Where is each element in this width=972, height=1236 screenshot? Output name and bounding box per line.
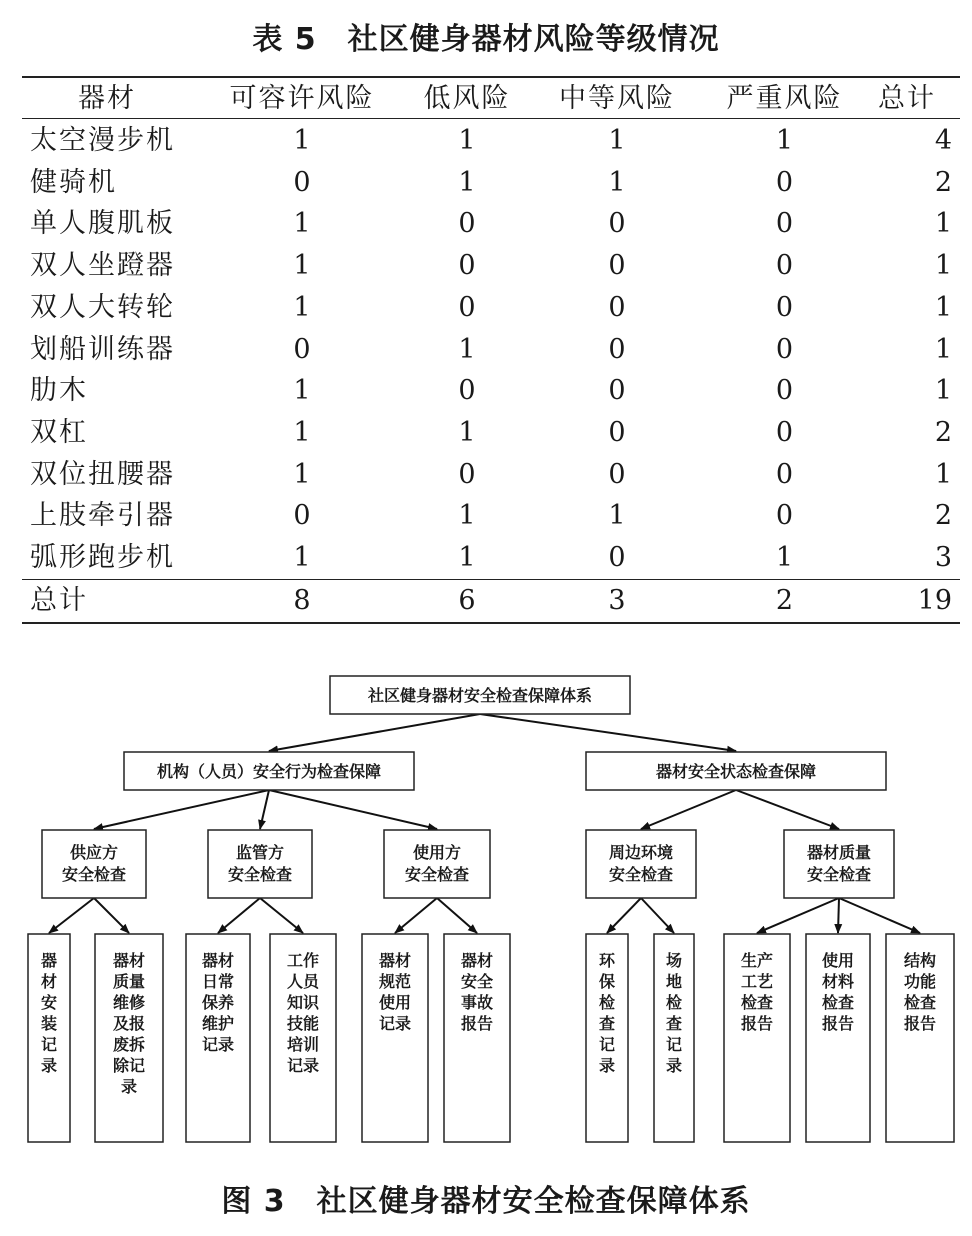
table-row	[22, 537, 960, 579]
branch-node-label: 机构（人员）安全行为检查保障	[156, 762, 382, 781]
leaf-node-label: 维修	[112, 993, 146, 1012]
group-node	[208, 830, 312, 898]
total-cell: 19	[917, 585, 952, 616]
leaf-node-label: 除记	[112, 1056, 146, 1075]
risk-count-cell: 4	[934, 125, 952, 156]
risk-count-cell: 0	[608, 416, 626, 448]
leaf-node-label: 查	[665, 1014, 683, 1033]
leaf-node-label: 器材	[201, 951, 235, 970]
leaf-node-label: 技能	[286, 1014, 320, 1033]
group-node	[384, 830, 490, 898]
leaf-node-label: 人员	[286, 972, 320, 991]
equipment-name-cell: 弧形跑步机	[30, 542, 175, 573]
group-node	[784, 830, 894, 898]
risk-count-cell: 0	[293, 166, 311, 198]
table-row	[22, 287, 960, 329]
leaf-node-label: 维护	[201, 1014, 235, 1033]
leaf-node-label: 录	[665, 1056, 683, 1075]
connector-arrow	[839, 898, 920, 933]
leaf-node-label: 场	[665, 951, 683, 970]
leaf-node-label: 安全	[460, 972, 494, 991]
group-node-label: 使用方	[412, 843, 462, 862]
leaf-node-label: 废拆	[112, 1035, 146, 1054]
table-row	[22, 370, 960, 412]
leaf-node-label: 环	[598, 951, 616, 970]
connector-arrow	[218, 898, 260, 933]
connector-arrow	[437, 898, 477, 933]
risk-count-cell: 1	[293, 542, 311, 573]
connector-arrow	[94, 898, 129, 933]
root-node-label: 社区健身器材安全检查保障体系	[367, 686, 593, 705]
safety-check-system-diagram	[0, 660, 972, 1160]
group-node-label: 监管方	[235, 843, 285, 862]
total-cell: 2	[775, 585, 794, 616]
risk-count-cell: 1	[934, 291, 952, 323]
equipment-name-cell: 健骑机	[30, 166, 117, 198]
leaf-node-label: 录	[598, 1056, 616, 1075]
leaf-node-label: 材料	[821, 972, 855, 991]
total-cell: 3	[608, 585, 626, 616]
leaf-node-label: 检查	[903, 993, 937, 1012]
leaf-node-label: 日常	[201, 972, 235, 991]
table-bottom-rule	[22, 622, 960, 624]
risk-count-cell: 0	[608, 542, 626, 573]
risk-count-cell: 0	[608, 458, 626, 490]
risk-count-cell: 1	[458, 125, 476, 156]
risk-count-cell: 1	[934, 333, 952, 365]
leaf-node-label: 事故	[460, 993, 494, 1012]
group-node-label: 供应方	[69, 843, 119, 862]
risk-count-cell: 0	[293, 333, 311, 365]
leaf-node-label: 记录	[201, 1035, 235, 1054]
leaf-node-label: 器材	[112, 951, 146, 970]
risk-count-cell: 1	[458, 333, 476, 365]
table-row	[22, 162, 960, 204]
leaf-node-label: 记	[665, 1035, 683, 1054]
leaf-node-label: 检查	[821, 993, 855, 1012]
risk-count-cell: 0	[608, 250, 626, 282]
group-node-label: 安全检查	[806, 865, 872, 884]
connector-arrow	[607, 898, 641, 933]
risk-count-cell: 0	[608, 375, 626, 407]
leaf-node-label: 及报	[112, 1014, 146, 1033]
leaf-node-label: 使用	[821, 951, 855, 970]
leaf-node-label: 记	[40, 1035, 58, 1054]
table-row	[22, 203, 960, 245]
risk-count-cell: 0	[458, 458, 476, 490]
risk-count-cell: 1	[293, 458, 311, 490]
risk-count-cell: 2	[934, 416, 952, 448]
leaf-node-label: 检查	[740, 993, 774, 1012]
leaf-node-label: 录	[40, 1056, 58, 1075]
leaf-node-label: 记录	[378, 1014, 412, 1033]
risk-count-cell: 0	[775, 333, 794, 365]
leaf-node-label: 材	[40, 972, 58, 991]
table-row	[22, 329, 960, 371]
risk-count-cell: 0	[775, 208, 794, 240]
leaf-node-label: 知识	[286, 993, 320, 1012]
risk-count-cell: 0	[775, 416, 794, 448]
risk-count-cell: 0	[775, 291, 794, 323]
group-node-label: 安全检查	[404, 865, 470, 884]
header-equipment: 器材	[78, 83, 136, 114]
group-node-label: 安全检查	[608, 865, 674, 884]
leaf-node-label: 报告	[903, 1014, 937, 1033]
group-node	[586, 830, 696, 898]
risk-count-cell: 2	[934, 500, 952, 532]
risk-count-cell: 1	[458, 166, 476, 198]
leaf-node-label: 器材	[460, 951, 494, 970]
group-node-label: 器材质量	[806, 843, 872, 862]
equipment-name-cell: 单人腹肌板	[30, 208, 175, 240]
connector-arrow	[838, 898, 839, 933]
equipment-name-cell: 双人坐蹬器	[30, 250, 175, 282]
risk-count-cell: 0	[608, 208, 626, 240]
leaf-node-label: 结构	[903, 951, 937, 970]
connector-arrow	[49, 898, 94, 933]
table-row	[22, 412, 960, 454]
leaf-node-label: 培训	[286, 1035, 320, 1054]
equipment-name-cell: 双位扭腰器	[30, 458, 175, 490]
group-node-label: 安全检查	[227, 865, 293, 884]
equipment-name-cell: 上肢牵引器	[30, 500, 175, 532]
header-low-risk: 低风险	[423, 83, 511, 114]
risk-count-cell: 0	[458, 375, 476, 407]
leaf-node-label: 查	[598, 1014, 616, 1033]
risk-count-cell: 3	[934, 542, 952, 573]
risk-count-cell: 1	[458, 542, 476, 573]
equipment-name-cell: 太空漫步机	[30, 125, 175, 156]
risk-count-cell: 1	[775, 542, 794, 573]
leaf-node-label: 工作	[286, 951, 320, 970]
risk-count-cell: 1	[293, 416, 311, 448]
connector-arrow	[736, 790, 839, 829]
risk-count-cell: 1	[608, 500, 626, 532]
risk-count-cell: 1	[608, 125, 626, 156]
risk-count-cell: 1	[934, 458, 952, 490]
header-total: 总计	[878, 83, 936, 114]
risk-count-cell: 1	[293, 250, 311, 282]
leaf-node-label: 记录	[286, 1056, 320, 1075]
equipment-name-cell: 双杠	[30, 416, 88, 448]
risk-count-cell: 1	[293, 375, 311, 407]
risk-count-cell: 1	[934, 375, 952, 407]
risk-count-cell: 0	[608, 333, 626, 365]
leaf-node-label: 保	[598, 972, 616, 991]
connector-arrow	[269, 790, 437, 829]
leaf-node-label: 功能	[903, 972, 937, 991]
table-row	[22, 120, 960, 162]
group-node	[42, 830, 146, 898]
risk-count-cell: 0	[293, 500, 311, 532]
table-row	[22, 495, 960, 537]
leaf-node-label: 生产	[740, 951, 774, 970]
branch-node-label: 器材安全状态检查保障	[655, 762, 817, 781]
leaf-node-label: 规范	[378, 972, 412, 991]
group-node-label: 周边环境	[608, 843, 674, 862]
connector-arrow	[395, 898, 437, 933]
table-title: 表 5 社区健身器材风险等级情况	[252, 22, 720, 57]
connector-arrow	[269, 714, 480, 751]
risk-count-cell: 0	[608, 291, 626, 323]
equipment-name-cell: 双人大转轮	[30, 291, 175, 323]
leaf-node-label: 器	[40, 951, 58, 970]
table-total-row	[22, 580, 960, 622]
group-node-label: 安全检查	[61, 865, 127, 884]
risk-count-cell: 1	[293, 125, 311, 156]
risk-count-cell: 0	[458, 208, 476, 240]
leaf-node-label: 装	[40, 1014, 58, 1033]
leaf-node-label: 检	[598, 993, 616, 1012]
leaf-node-label: 保养	[201, 993, 235, 1012]
leaf-node-label: 质量	[112, 972, 146, 991]
total-cell: 6	[458, 585, 476, 616]
risk-count-cell: 1	[458, 416, 476, 448]
leaf-node-label: 报告	[821, 1014, 855, 1033]
equipment-name-cell: 肋木	[30, 375, 88, 407]
connector-arrow	[94, 790, 269, 829]
risk-count-cell: 0	[458, 291, 476, 323]
connector-arrow	[757, 898, 839, 933]
header-serious-risk: 严重风险	[726, 83, 843, 114]
risk-count-cell: 2	[934, 166, 952, 198]
connector-arrow	[641, 898, 674, 933]
leaf-node-label: 安	[40, 993, 58, 1012]
header-tolerable-risk: 可容许风险	[229, 83, 375, 114]
risk-count-cell: 0	[775, 375, 794, 407]
risk-count-cell: 0	[458, 250, 476, 282]
risk-count-cell: 0	[775, 458, 794, 490]
leaf-node-label: 地	[665, 972, 683, 991]
header-medium-risk: 中等风险	[559, 83, 675, 114]
risk-count-cell: 0	[775, 166, 794, 198]
connector-arrow	[260, 898, 303, 933]
leaf-node-label: 使用	[378, 993, 412, 1012]
risk-count-cell: 1	[293, 208, 311, 240]
connector-arrow	[260, 790, 269, 829]
risk-count-cell: 1	[934, 208, 952, 240]
risk-count-cell: 1	[458, 500, 476, 532]
risk-count-cell: 0	[775, 250, 794, 282]
leaf-node-label: 工艺	[740, 972, 774, 991]
leaf-node-label: 报告	[460, 1014, 494, 1033]
connector-arrow	[480, 714, 736, 751]
leaf-node-label: 检	[665, 993, 683, 1012]
table-row	[22, 245, 960, 287]
table-row	[22, 454, 960, 496]
leaf-node-label: 报告	[740, 1014, 774, 1033]
total-cell: 8	[293, 585, 311, 616]
equipment-name-cell: 划船训练器	[30, 333, 175, 365]
risk-count-cell: 1	[934, 250, 952, 282]
risk-count-cell: 0	[775, 500, 794, 532]
table-header-row	[22, 78, 960, 120]
figure-caption: 图 3 社区健身器材安全检查保障体系	[221, 1184, 751, 1219]
connector-arrow	[641, 790, 736, 829]
risk-count-cell: 1	[293, 291, 311, 323]
leaf-node-label: 录	[120, 1077, 138, 1096]
leaf-node-label: 记	[598, 1035, 616, 1054]
risk-count-cell: 1	[775, 125, 794, 156]
leaf-node-label: 器材	[378, 951, 412, 970]
total-label: 总计	[30, 585, 88, 616]
risk-count-cell: 1	[608, 166, 626, 198]
